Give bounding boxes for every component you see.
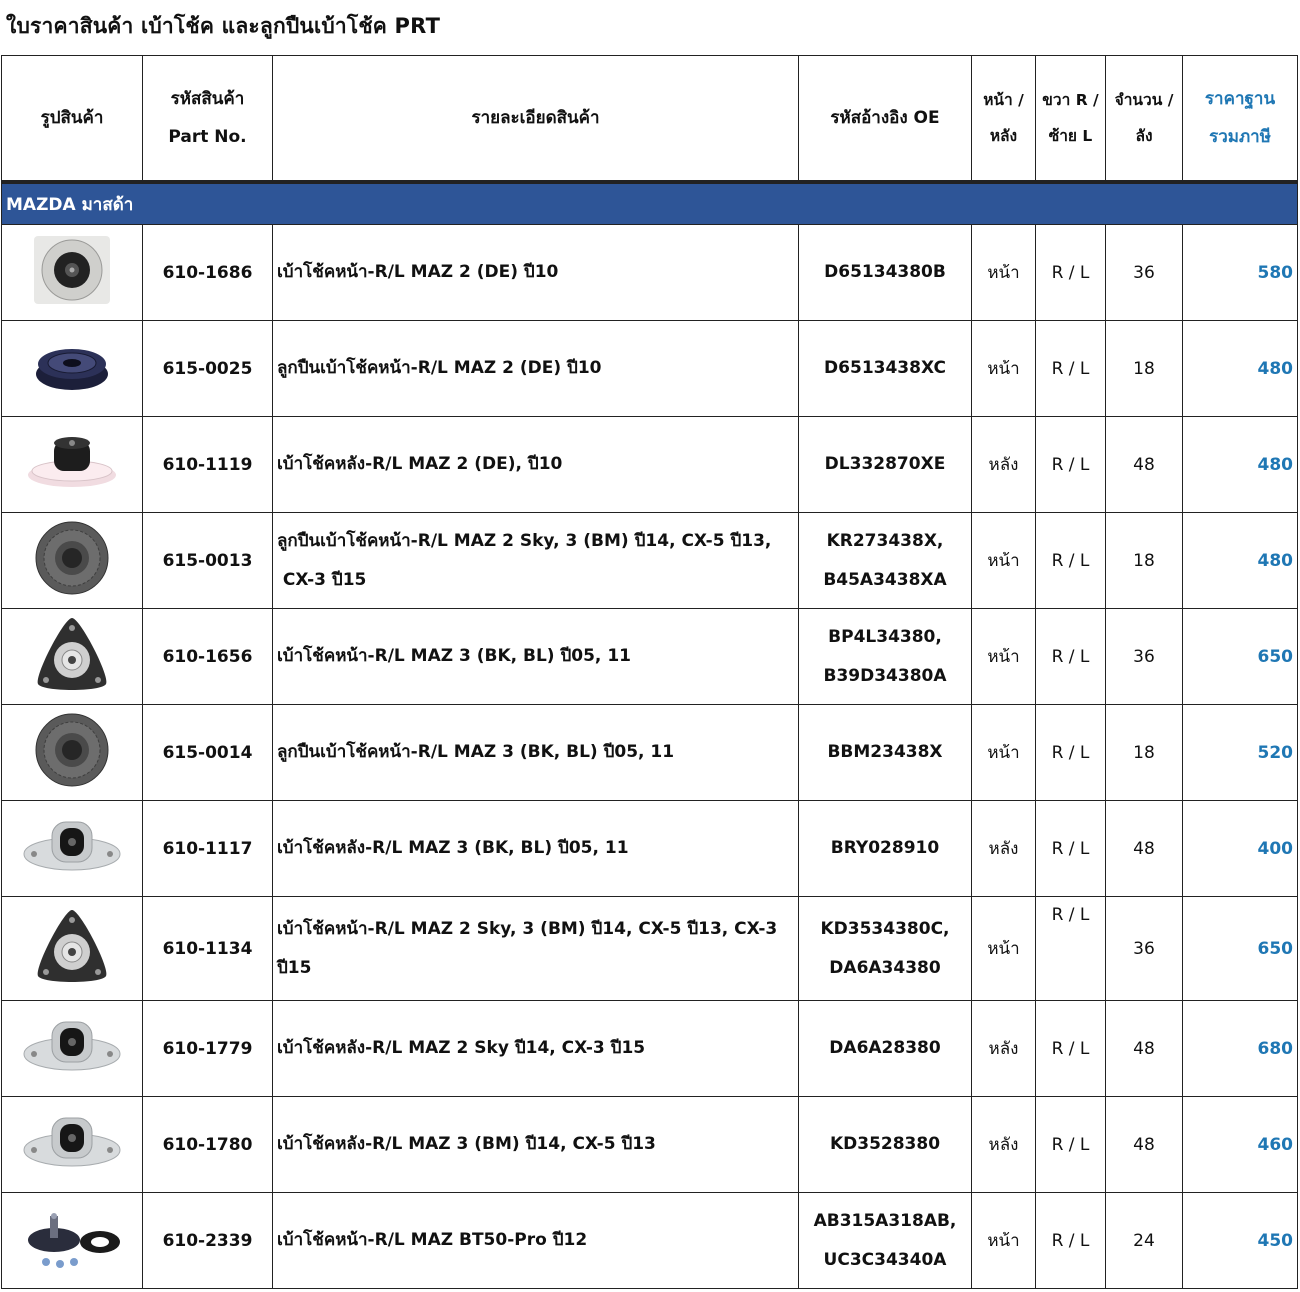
oe-code (799, 417, 972, 513)
header-description: รายละเอียดสินค้า (273, 56, 799, 183)
position: หลัง (972, 801, 1036, 897)
rear-strut-mount-icon (24, 431, 120, 498)
price: 650 (1183, 897, 1298, 1001)
oe-code-line: B39D34380A (823, 665, 947, 686)
oe-code (799, 1193, 972, 1289)
table-row (2, 1001, 1298, 1097)
side: R / L (1036, 321, 1106, 417)
table-row (2, 513, 1298, 609)
part-number: 615-0013 (143, 513, 273, 609)
triangle-strut-mount-icon (30, 906, 114, 991)
price: 580 (1183, 225, 1298, 321)
position: หน้า (972, 513, 1036, 609)
oe-code-line: KR273438X, (826, 530, 944, 551)
product-image (2, 513, 143, 609)
side: R / L (1036, 1097, 1106, 1193)
oe-code (799, 225, 972, 321)
quantity-per-box: 48 (1106, 801, 1183, 897)
product-description (273, 897, 799, 1001)
position: หน้า (972, 225, 1036, 321)
quantity-per-box: 18 (1106, 705, 1183, 801)
description-line: เบ้าโช้คหน้า-R/L MAZ BT50-Pro ปี12 (277, 1230, 588, 1250)
header-price: ราคาฐาน รวมภาษี (1183, 56, 1298, 183)
page-title: ใบราคาสินค้า เบ้าโช้ค และลูกปืนเบ้าโช้ค PRT (6, 14, 441, 38)
quantity-per-box: 36 (1106, 225, 1183, 321)
product-description (273, 705, 799, 801)
description-line: ปี15 (277, 957, 312, 978)
oe-code-line: BBM23438X (827, 742, 943, 762)
position: หลัง (972, 417, 1036, 513)
oe-code-line: BRY028910 (830, 838, 940, 858)
price: 480 (1183, 417, 1298, 513)
product-image (2, 1193, 143, 1289)
table-row (2, 1097, 1298, 1193)
description-line: CX-3 ปี15 (277, 569, 367, 590)
description-line: ลูกปืนเบ้าโช้คหน้า-R/L MAZ 2 (DE) ปี10 (277, 358, 602, 378)
oe-code-line: KD3534380C, (820, 918, 950, 939)
rear-strut-mount-metal-icon (18, 1014, 126, 1083)
side: R / L (1036, 1193, 1106, 1289)
oe-code-line: DA6A28380 (829, 1038, 941, 1058)
product-description (273, 513, 799, 609)
oe-code-line: UC3C34340A (823, 1249, 947, 1270)
position: หน้า (972, 897, 1036, 1001)
side: R / L (1036, 225, 1106, 321)
quantity-per-box: 48 (1106, 1001, 1183, 1097)
product-image (2, 1097, 143, 1193)
part-number: 610-1117 (143, 801, 273, 897)
product-image (2, 321, 143, 417)
header-side: ขวา R / ซ้าย L (1036, 56, 1106, 183)
price: 400 (1183, 801, 1298, 897)
rear-strut-mount-metal-icon (18, 1110, 126, 1179)
brand-label: MAZDA มาสด้า (2, 182, 1298, 225)
oe-code (799, 897, 972, 1001)
part-number: 610-2339 (143, 1193, 273, 1289)
product-description (273, 609, 799, 705)
description-line: เบ้าโช้คหน้า-R/L MAZ 2 Sky, 3 (BM) ปี14, CX-5 ปี13, CX-3 (277, 918, 778, 939)
product-description (273, 417, 799, 513)
table-row (2, 321, 1298, 417)
product-image (2, 417, 143, 513)
description-line: ลูกปืนเบ้าโช้คหน้า-R/L MAZ 2 Sky, 3 (BM) ปี14, CX-5 ปี13, (277, 530, 772, 551)
description-line: เบ้าโช้คหลัง-R/L MAZ 2 (DE), ปี10 (277, 454, 563, 474)
header-part-no: รหัสสินค้า Part No. (143, 56, 273, 183)
header-quantity: จำนวน / ลัง (1106, 56, 1183, 183)
side: R / L (1036, 801, 1106, 897)
price: 680 (1183, 1001, 1298, 1097)
quantity-per-box: 48 (1106, 1097, 1183, 1193)
oe-code (799, 609, 972, 705)
price: 460 (1183, 1097, 1298, 1193)
header-oe: รหัสอ้างอิง OE (799, 56, 972, 183)
position: หน้า (972, 705, 1036, 801)
strut-bearing-round-icon (32, 710, 112, 795)
side: R / L (1036, 705, 1106, 801)
product-description (273, 1097, 799, 1193)
description-line: เบ้าโช้คหลัง-R/L MAZ 2 Sky ปี14, CX-3 ปี15 (277, 1038, 646, 1058)
description-line: เบ้าโช้คหลัง-R/L MAZ 3 (BK, BL) ปี05, 11 (277, 838, 629, 858)
table-row (2, 897, 1298, 1001)
price: 650 (1183, 609, 1298, 705)
header-position: หน้า / หลัง (972, 56, 1036, 183)
position: หน้า (972, 321, 1036, 417)
price: 480 (1183, 321, 1298, 417)
price-table (1, 55, 1298, 1289)
part-number: 610-1686 (143, 225, 273, 321)
part-number: 615-0025 (143, 321, 273, 417)
table-header-row (2, 56, 1298, 183)
oe-code (799, 1001, 972, 1097)
table-row (2, 1193, 1298, 1289)
quantity-per-box: 36 (1106, 897, 1183, 1001)
price: 520 (1183, 705, 1298, 801)
description-line: ลูกปืนเบ้าโช้คหน้า-R/L MAZ 3 (BK, BL) ปี05, 11 (277, 742, 675, 762)
oe-code-line: DL332870XE (824, 454, 946, 474)
product-description (273, 1193, 799, 1289)
price: 480 (1183, 513, 1298, 609)
product-description (273, 1001, 799, 1097)
side: R / L (1036, 513, 1106, 609)
product-description (273, 321, 799, 417)
rear-strut-mount-metal-icon (18, 814, 126, 883)
quantity-per-box: 36 (1106, 609, 1183, 705)
table-row (2, 801, 1298, 897)
strut-bearing-round-icon (32, 518, 112, 603)
product-image (2, 705, 143, 801)
description-line: เบ้าโช้คหน้า-R/L MAZ 2 (DE) ปี10 (277, 262, 559, 282)
product-image (2, 225, 143, 321)
side: R / L (1036, 1001, 1106, 1097)
part-number: 610-1779 (143, 1001, 273, 1097)
triangle-strut-mount-icon (30, 614, 114, 699)
oe-code-line: B45A3438XA (823, 569, 947, 590)
oe-code-line: DA6A34380 (829, 957, 941, 978)
description-line: เบ้าโช้คหน้า-R/L MAZ 3 (BK, BL) ปี05, 11 (277, 646, 631, 666)
strut-mount-round-icon (32, 234, 112, 311)
product-image (2, 1001, 143, 1097)
side: R / L (1036, 897, 1106, 1001)
header-image: รูปสินค้า (2, 56, 143, 183)
table-row (2, 417, 1298, 513)
side: R / L (1036, 609, 1106, 705)
strut-mount-kit-icon (20, 1202, 124, 1279)
product-image (2, 609, 143, 705)
position: หลัง (972, 1001, 1036, 1097)
quantity-per-box: 18 (1106, 513, 1183, 609)
price: 450 (1183, 1193, 1298, 1289)
strut-bearing-icon (32, 336, 112, 401)
oe-code-line: AB315A318AB, (813, 1210, 957, 1231)
side: R / L (1036, 417, 1106, 513)
oe-code (799, 1097, 972, 1193)
oe-code-line: D6513438XC (824, 358, 946, 378)
table-row (2, 609, 1298, 705)
oe-code (799, 705, 972, 801)
product-image (2, 897, 143, 1001)
oe-code (799, 321, 972, 417)
product-image (2, 801, 143, 897)
part-number: 610-1780 (143, 1097, 273, 1193)
oe-code (799, 513, 972, 609)
oe-code-line: D65134380B (824, 262, 946, 282)
part-number: 610-1119 (143, 417, 273, 513)
oe-code-line: KD3528380 (829, 1134, 941, 1154)
description-line: เบ้าโช้คหลัง-R/L MAZ 3 (BM) ปี14, CX-5 ปี13 (277, 1134, 656, 1154)
part-number: 610-1656 (143, 609, 273, 705)
product-description (273, 225, 799, 321)
part-number: 610-1134 (143, 897, 273, 1001)
table-row (2, 705, 1298, 801)
position: หน้า (972, 1193, 1036, 1289)
quantity-per-box: 24 (1106, 1193, 1183, 1289)
quantity-per-box: 18 (1106, 321, 1183, 417)
quantity-per-box: 48 (1106, 417, 1183, 513)
oe-code (799, 801, 972, 897)
position: หน้า (972, 609, 1036, 705)
table-row (2, 225, 1298, 321)
brand-section-row (2, 182, 1298, 225)
product-description (273, 801, 799, 897)
oe-code-line: BP4L34380, (828, 626, 942, 647)
position: หลัง (972, 1097, 1036, 1193)
part-number: 615-0014 (143, 705, 273, 801)
